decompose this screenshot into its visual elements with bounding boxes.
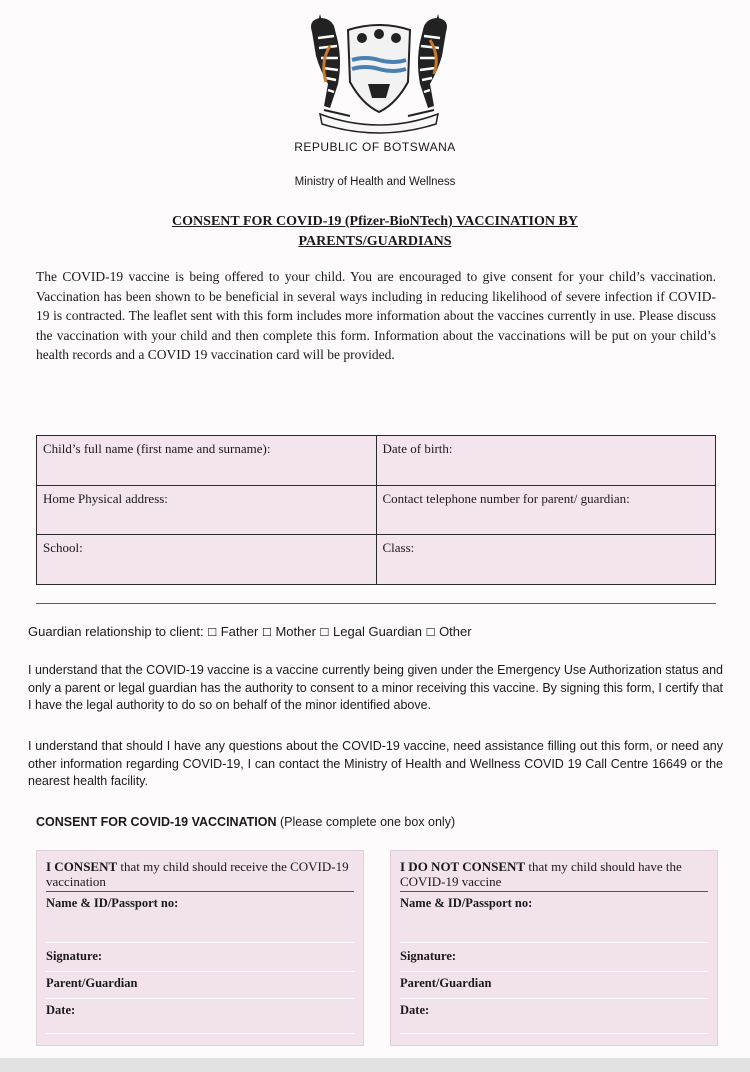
consent-parent-label: Parent/Guardian [46, 972, 354, 999]
child-name-field[interactable]: Child’s full name (first name and surname): [37, 436, 377, 486]
consent-name-field[interactable]: Name & ID/Passport no: [46, 892, 354, 943]
father-label: Father [220, 624, 259, 639]
father-checkbox[interactable]: ☐ [207, 626, 218, 639]
no-consent-name-field[interactable]: Name & ID/Passport no: [400, 892, 708, 943]
intro-paragraph: The COVID-19 vaccine is being offered to your child. You are encouraged to give consent for your child’s vaccination. Vaccination has been shown to be beneficial in several ways including in reducing likelihood of severe infection if COVID-19 is contracted. The leaflet sent with this form includes more information about the vaccines currently in use. Please discuss the vaccination with your child and then complete this form. Information about the vaccinations will be put on your child’s health records and a COVID 19 vaccination card will be provided. [36, 269, 716, 362]
page-bottom-bar [0, 1058, 750, 1072]
consent-heading-note: (Please complete one box only) [280, 815, 456, 829]
contact-paragraph: I understand that should I have any questions about the COVID-19 vaccine, need assistance filling out this form, or need any other information regarding COVID-19, I can contact the Ministry of Health and Wellness COVID 19 Call Centre 16649 or the nearest health facility. [28, 739, 723, 788]
date-of-birth-field[interactable]: Date of birth: [376, 436, 716, 486]
consent-box-rest: that my child should receive the COVID-19 vaccination [46, 859, 349, 889]
consent-date-field[interactable]: Date: [46, 999, 354, 1034]
no-consent-date-field[interactable]: Date: [400, 999, 708, 1034]
no-consent-box[interactable] [390, 850, 718, 1046]
guardian-relationship [28, 624, 472, 639]
other-checkbox[interactable]: ☐ [425, 626, 436, 639]
no-consent-signature-field[interactable]: Signature: [400, 943, 708, 972]
legal-guardian-label: Legal Guardian [333, 624, 422, 639]
no-consent-box-rest: that my child should have the COVID-19 vaccine [400, 859, 682, 889]
ministry-heading: Ministry of Health and Wellness [294, 176, 456, 188]
guardian-phone-field[interactable]: Contact telephone number for parent/ guardian: [376, 485, 716, 535]
relationship-label: Guardian relationship to client: [28, 624, 204, 639]
school-field[interactable]: School: [37, 535, 377, 585]
legal-guardian-checkbox[interactable]: ☐ [319, 626, 330, 639]
form-title-line2: PARENTS/GUARDIANS [298, 234, 452, 249]
consent-signature-field[interactable]: Signature: [46, 943, 354, 972]
consent-section-heading [36, 815, 455, 829]
no-consent-box-heading [400, 859, 708, 892]
form-title-line1: CONSENT FOR COVID-19 (Pfizer-BioNTech) VACCINATION BY [172, 214, 578, 229]
mother-checkbox[interactable]: ☐ [261, 626, 272, 639]
no-consent-box-strong: I DO NOT CONSENT [400, 859, 526, 874]
coat-of-arms-icon [290, 12, 468, 137]
consent-box-strong: I CONSENT [46, 859, 118, 874]
home-address-field[interactable]: Home Physical address: [37, 485, 377, 535]
mother-label: Mother [275, 624, 316, 639]
consent-box[interactable] [36, 850, 364, 1046]
republic-heading: REPUBLIC OF BOTSWANA [294, 140, 456, 154]
form-title [0, 212, 750, 252]
other-label: Other [439, 624, 472, 639]
consent-box-heading [46, 859, 354, 892]
child-info-table [36, 435, 716, 585]
no-consent-parent-label: Parent/Guardian [400, 972, 708, 999]
authorization-paragraph: I understand that the COVID-19 vaccine is a vaccine currently being given under the Emergency Use Authorization status and only a parent or legal guardian has the authority to consent to a minor receiving this vaccine. By signing this form, I certify that I have the legal authority to do so on behalf of the minor identified above. [28, 663, 723, 712]
class-field[interactable]: Class: [376, 535, 716, 585]
consent-heading-text: CONSENT FOR COVID-19 VACCINATION [36, 815, 277, 829]
section-divider [36, 603, 716, 604]
